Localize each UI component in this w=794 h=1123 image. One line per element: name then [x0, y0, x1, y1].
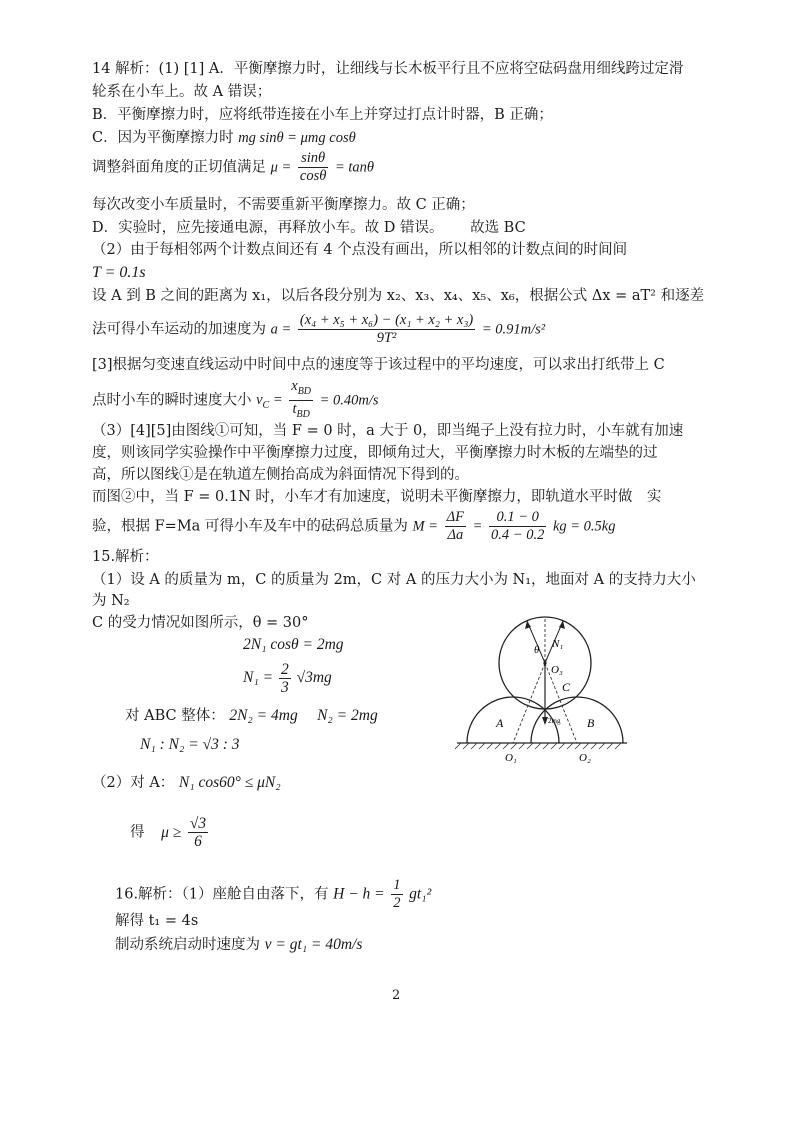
p14-tan-fraction: [298, 150, 328, 185]
fraction-numerator: √3: [189, 815, 207, 832]
fraction-denominator: 2: [393, 895, 401, 911]
p16-line1-text: 16.解析：（1）座舱自由落下，有: [115, 886, 329, 903]
p14-line7-text: D．实验时，应先接通电源，再释放小车。故 D 错误。: [92, 220, 444, 236]
p15-eq3: [125, 707, 378, 725]
p15-n1-rest: √3mg: [296, 669, 332, 687]
page-number: 2: [392, 988, 401, 1003]
fraction-denominator: [289, 401, 313, 423]
label-o1: O₁: [505, 752, 517, 764]
p15-n2-equations: 2N₂ = 4mg N₂ = 2mg: [229, 707, 378, 724]
p16-height-eq: H − h =: [333, 885, 385, 903]
velocity-v: v: [256, 392, 263, 409]
p15-mu-fraction: [188, 815, 208, 850]
fraction-numerator: (x₄ + x₅ + x₆) − (x₁ + x₂ + x₃): [299, 312, 474, 328]
p14-accel-line: [92, 312, 545, 347]
fraction-numerator: sinθ: [298, 150, 328, 168]
label-theta: θ: [534, 644, 540, 656]
fraction-numerator: 0.1 − 0: [489, 509, 546, 527]
p16-line3-text: 制动系统启动时速度为: [115, 937, 260, 953]
fraction-numerator: 2: [280, 661, 289, 678]
p16-line3: [115, 936, 362, 954]
p14-velocity-fraction: [289, 378, 313, 423]
p14-part4-line4: 而图②中，当 F = 0.1N 时，小车才有加速度，说明未平衡摩擦力，即轨道水平时做 实: [92, 489, 662, 505]
p14-mass-line: [92, 509, 615, 544]
p14-line7: [92, 219, 526, 237]
p14-line5-text: 调整斜面角度的正切值满足: [92, 159, 266, 176]
label-c: C: [562, 680, 571, 694]
label-b: B: [587, 716, 595, 730]
fraction-denominator: 9T²: [376, 330, 397, 346]
p16-line1: [115, 877, 431, 912]
label-n1: N₁: [552, 638, 564, 650]
p14-mass-equals: =: [472, 518, 483, 535]
p14-line5: [92, 150, 374, 185]
p15-n1-label: N₁ =: [243, 669, 274, 687]
p16-half-fraction: [391, 877, 402, 912]
p15-result-label: 得: [130, 824, 145, 841]
p14-velocity-text: 点时小车的瞬时速度大小: [92, 392, 252, 409]
p15-part2-label: （2）对 A：: [92, 775, 175, 791]
p15-result: [130, 815, 210, 850]
velocity-subscript: C: [262, 400, 270, 412]
p14-tan-result: = tanθ: [334, 159, 375, 176]
p14-mu-label: μ =: [270, 159, 292, 176]
p15-part2-inequality: N₁ cos60° ≤ μN₂: [178, 774, 281, 791]
p16-velocity-eq: v = gt₁ = 40m/s: [264, 936, 363, 953]
p14-accel-result: = 0.91m/s²: [481, 321, 546, 338]
p14-mass-fraction2: [489, 509, 546, 544]
p14-line4: [92, 129, 356, 147]
p14-part2-line1: （2）由于每相邻两个计数点间还有 4 个点没有画出，所以相邻的计数点间的时间间: [92, 242, 628, 258]
denominator-subscript: BD: [296, 408, 310, 420]
p15-heading: 15.解析：: [92, 549, 159, 565]
p15-eq1: 2N₁ cosθ = 2mg: [243, 636, 344, 653]
p16-line2: 解得 t₁ = 4s: [115, 913, 199, 929]
p14-accel-label: a =: [270, 321, 292, 338]
label-a: A: [496, 716, 504, 730]
p14-velocity-result: = 0.40m/s: [319, 392, 379, 409]
p14-part2-line3: 设 A 到 B 之间的距离为 x₁，以后各段分别为 x₂、x₃、x₄、x₅、x₆，根据公式 Δx = aT² 和逐差: [92, 288, 705, 304]
p15-mu-inequality: μ ≥: [161, 823, 182, 841]
p16-gt-term: gt₁²: [409, 885, 432, 903]
fraction-denominator: cosθ: [299, 168, 327, 184]
fraction-denominator: 3: [280, 679, 289, 696]
denominator-t: t: [292, 400, 297, 417]
p14-velocity-line: [92, 378, 379, 423]
label-o3: O₃: [551, 664, 563, 676]
ground-hatch: [455, 743, 621, 749]
dashed-line-o3-o1: [513, 663, 545, 743]
velocity-equals: =: [269, 392, 283, 409]
p14-mass-result: kg = 0.5kg: [552, 518, 616, 535]
p15-ratio: N₁ : N₂ = √3 : 3: [140, 736, 240, 753]
p14-period: T = 0.1s: [92, 264, 146, 281]
fraction-denominator: Δa: [447, 527, 464, 543]
p14-part4-line3: 高，所以图线①是在轨道左侧抬高成为斜面情况下得到的。: [92, 467, 469, 483]
p14-part4-line2: 度，则该同学实验操作中平衡摩擦力过度，即倾角过大，平衡摩擦力时木板的左端垫的过: [92, 445, 658, 461]
p14-mass-fraction1: [445, 509, 466, 544]
p14-part4-line1: （3）[4][5]由图线①可知，当 F = 0 时，a 大于 0，即当绳子上没有拉力时，小车就有加速: [92, 423, 684, 439]
p15-line3: C 的受力情况如图所示，θ = 30°: [92, 615, 309, 631]
p14-velocity-symbol: [256, 392, 283, 412]
p15-line2: 为 N₂: [92, 593, 130, 609]
fraction-denominator: 0.4 − 0.2: [491, 527, 545, 543]
fraction-numerator: ΔF: [446, 509, 465, 525]
p14-friction-equation: mg sinθ = μmg cosθ: [238, 130, 356, 146]
label-o2: O₂: [579, 752, 591, 764]
p14-line6: 每次改变小车质量时，不需要重新平衡摩擦力。故 C 正确；: [92, 197, 475, 213]
numerator-subscript: BD: [297, 385, 312, 397]
p14-line1: 14 解析：(1) [1] A．平衡摩擦力时，让细线与长木板平行且不应将空砝码盘用细线跨过定滑: [92, 61, 684, 77]
p15-n1-fraction: [279, 661, 291, 696]
p14-line3: B．平衡摩擦力时，应将纸带连接在小车上并穿过打点计时器，B 正确；: [92, 107, 553, 123]
p14-line4-text: C．因为平衡摩擦力时: [92, 130, 234, 146]
p14-line2: 轮系在小车上。故 A 错误；: [92, 84, 272, 100]
p14-mass-label: M =: [412, 518, 439, 535]
numerator-x: x: [291, 378, 298, 394]
fraction-numerator: [289, 378, 313, 401]
p15-part2: [92, 774, 281, 792]
p14-answer-choice: 故选 BC: [470, 220, 526, 236]
p14-accel-fraction: [298, 312, 475, 347]
p14-mass-text: 验，根据 F=Ma 可得小车及车中的砝码总质量为: [92, 518, 408, 535]
p14-part3-line1: [3]根据匀变速直线运动中时间中点的速度等于该过程中的平均速度，可以求出打纸带上 C: [92, 357, 665, 373]
fraction-numerator: 1: [393, 877, 401, 893]
force-diagram: [455, 615, 635, 765]
p15-whole-label: 对 ABC 整体：: [125, 708, 225, 724]
p15-eq2: [243, 661, 332, 696]
label-gravity: 2mg: [548, 717, 561, 725]
fraction-denominator: 6: [194, 833, 202, 850]
p14-accel-text: 法可得小车运动的加速度为: [92, 321, 266, 338]
p15-line1: （1）设 A 的质量为 m，C 的质量为 2m，C 对 A 的压力大小为 N₁，地面对 A 的支持力大小: [92, 572, 696, 588]
center-o3: [543, 661, 546, 664]
